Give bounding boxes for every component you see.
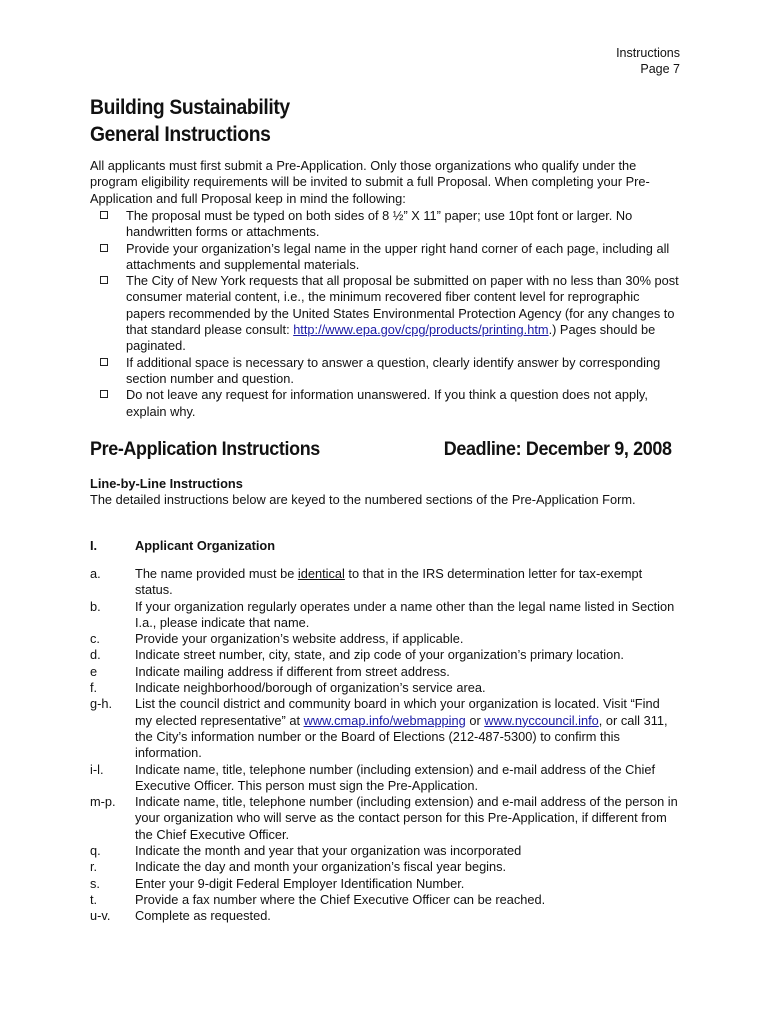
item-text: Provide your organization’s website address, if applicable. xyxy=(135,631,464,647)
item-key: m-p. xyxy=(90,794,116,810)
item-key: r. xyxy=(90,859,98,875)
nyccouncil-link[interactable]: www.nyccouncil.info xyxy=(484,712,599,728)
item-text: The name provided must be xyxy=(135,566,298,581)
list-item xyxy=(90,876,680,892)
list-item xyxy=(90,631,680,647)
requirement-text: The proposal must be typed on both sides of 8 ½” X 11” paper; use 10pt font or larger. No handwritten forms or attachments. xyxy=(126,208,633,240)
title-line-1: Building Sustainability xyxy=(90,96,290,119)
item-key: s. xyxy=(90,875,100,891)
item-text: Provide a fax number where the Chief Executive Officer can be reached. xyxy=(135,891,546,907)
list-item xyxy=(90,696,680,761)
list-item xyxy=(100,355,680,388)
item-key: t. xyxy=(90,891,98,907)
list-item xyxy=(90,892,680,908)
preapp-heading: Pre-Application Instructions xyxy=(90,438,320,460)
checkbox-bullet-icon xyxy=(100,390,108,398)
checkbox-bullet-icon xyxy=(100,358,108,366)
item-text: Enter your 9-digit Federal Employer Identification Number. xyxy=(135,875,465,891)
item-text: Indicate name, title, telephone number (including extension) and e-mail address of the Chief Executive Officer. This person must sign the Pre-Application. xyxy=(135,761,655,793)
list-item xyxy=(90,566,680,599)
requirement-text-after: .) Pages should be paginated. xyxy=(126,322,656,354)
line-by-line-description: The detailed instructions below are keyed to the numbered sections of the Pre-Application Form. xyxy=(90,492,636,507)
preapp-heading-row xyxy=(90,437,672,461)
list-item xyxy=(100,273,680,354)
page-number: Page 7 xyxy=(640,62,680,76)
section-heading xyxy=(90,538,276,554)
list-item xyxy=(90,599,680,632)
item-text: Indicate the month and year that your organization was incorporated xyxy=(135,843,522,859)
item-text: Indicate name, title, telephone number (including extension) and e-mail address of the person in your organization who will serve as the contact person for this Pre-Application, if different from the Chief Executive Officer. xyxy=(135,794,678,842)
title-line-2: General Instructions xyxy=(90,123,271,146)
checkbox-bullet-icon xyxy=(100,211,108,219)
item-text: List the council district and community board in which your organization is located. Visit “Find my elected representative” at xyxy=(135,696,660,728)
line-by-line-heading: Line-by-Line Instructions xyxy=(90,476,243,491)
document-title xyxy=(90,94,290,148)
item-key: e xyxy=(90,663,98,679)
list-item xyxy=(90,859,680,875)
requirement-text: Provide your organization’s legal name in the upper right hand corner of each page, including all attachments and supplemental materials. xyxy=(126,240,670,272)
list-item xyxy=(90,908,680,924)
item-key: b. xyxy=(90,598,101,614)
item-text: Complete as requested. xyxy=(135,908,271,924)
list-item xyxy=(100,208,680,241)
item-key: q. xyxy=(90,843,101,859)
intro-paragraph: All applicants must first submit a Pre-Application. Only those organizations who qualify under the program eligibility requirements will be invited to submit a full Proposal. When completing your Pre-Application and full Proposal keep in mind the following: xyxy=(90,158,650,206)
checkbox-bullet-icon xyxy=(100,244,108,252)
item-key: a. xyxy=(90,566,101,581)
cmap-link[interactable]: www.cmap.info/webmapping xyxy=(303,712,466,728)
requirement-text: The City of New York requests that all proposal be submitted on paper with no less than 30% post consumer material content, i.e., the minimum recovered fiber content level for reprographic papers recommended by the United States Environmental Protection Agency (for any changes to that standard please consult: xyxy=(126,273,679,338)
header-section-label: Instructions xyxy=(616,46,680,60)
item-key: d. xyxy=(90,647,101,663)
item-text: Indicate the day and month your organization’s fiscal year begins. xyxy=(135,859,507,875)
item-text: If your organization regularly operates under a name other than the legal name listed in Section I.a., please indicate that name. xyxy=(135,598,675,630)
list-item xyxy=(90,794,680,843)
item-text-middle: or xyxy=(465,712,485,728)
item-key: c. xyxy=(90,631,100,647)
identical-emphasis: identical xyxy=(297,566,345,581)
section-numeral: I. xyxy=(90,538,98,553)
item-key: f. xyxy=(90,680,98,696)
item-text: Indicate neighborhood/borough of organization’s service area. xyxy=(135,680,486,696)
item-key: i-l. xyxy=(90,761,104,777)
requirement-text: Do not leave any request for information unanswered. If you think a question does not apply, explain why. xyxy=(126,387,648,419)
epa-link[interactable]: http://www.epa.gov/cpg/products/printing.htm xyxy=(293,322,549,338)
item-text-after: , or call 311, the City’s information number or the Board of Elections (212-487-5300) to confirm this information. xyxy=(135,712,668,761)
item-key: u-v. xyxy=(90,908,111,924)
section-title: Applicant Organization xyxy=(135,538,276,553)
item-text: Indicate street number, city, state, and zip code of your organization’s primary location. xyxy=(135,647,624,663)
item-text: Indicate mailing address if different from street address. xyxy=(135,663,450,679)
requirements-list xyxy=(100,208,680,420)
instruction-items xyxy=(90,566,680,925)
item-key: g-h. xyxy=(90,696,113,712)
list-item xyxy=(90,647,680,663)
item-text-after: to that in the IRS determination letter for tax-exempt status. xyxy=(135,566,643,598)
checkbox-bullet-icon xyxy=(100,276,108,284)
list-item xyxy=(100,241,680,274)
list-item xyxy=(90,664,680,680)
requirement-text: If additional space is necessary to answer a question, clearly identify answer by corresponding section number and question. xyxy=(126,354,661,386)
list-item xyxy=(90,843,680,859)
page-header xyxy=(616,45,680,77)
deadline-heading: Deadline: December 9, 2008 xyxy=(444,438,672,460)
list-item xyxy=(100,387,680,420)
list-item xyxy=(90,680,680,696)
list-item xyxy=(90,762,680,795)
